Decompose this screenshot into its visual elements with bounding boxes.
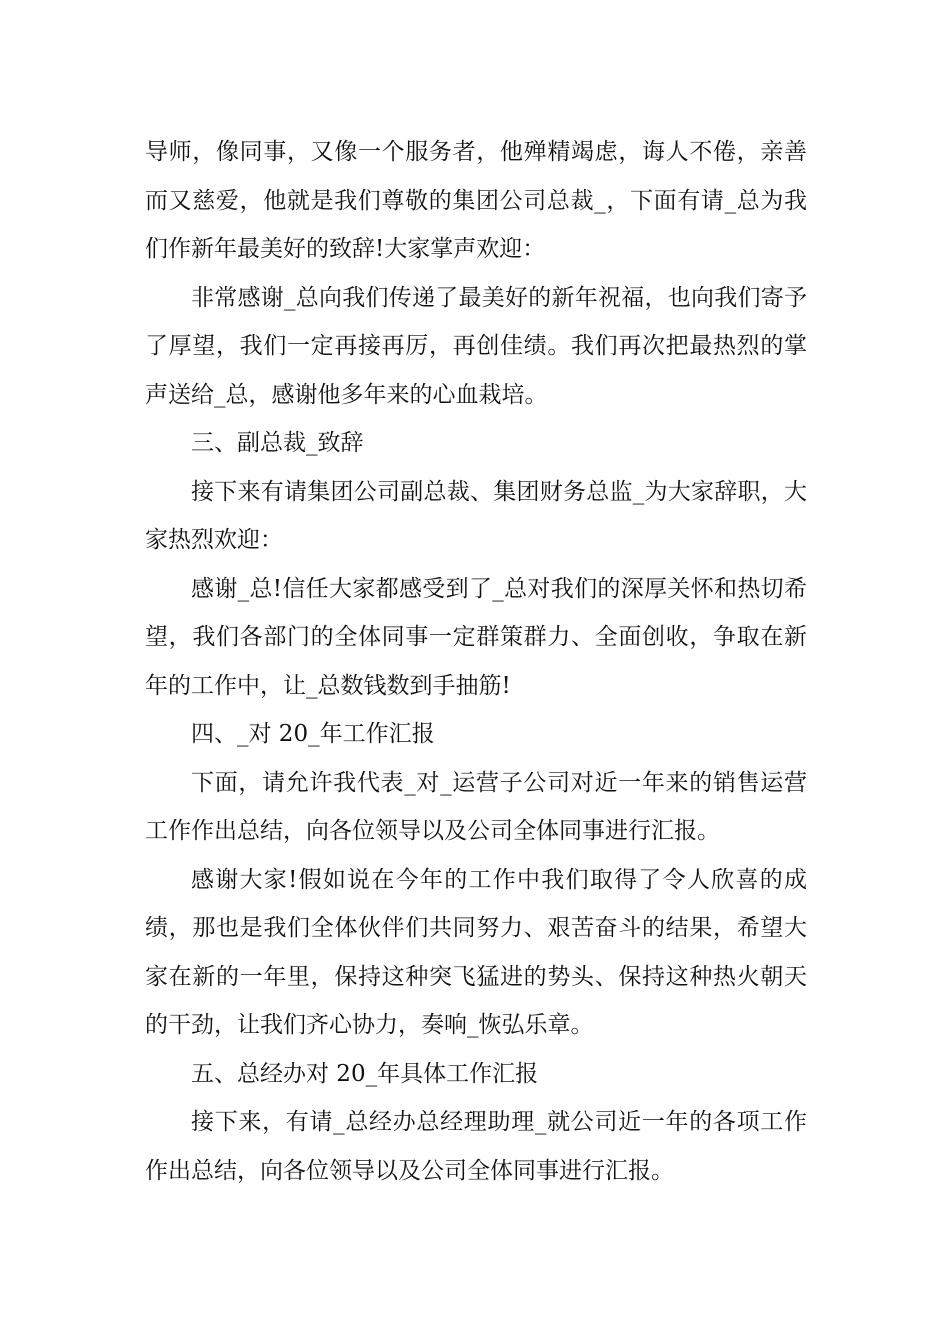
section-heading-3: 三、副总裁_致辞 (191, 430, 364, 456)
paragraph-8: 感谢大家!假如说在今年的工作中我们取得了令人欣喜的成绩，那也是我们全体伙伴们共同努力、艰苦奋斗的结果，希望大家在新的一年里，保持这种突飞猛进的势头、保持这种热火朝天的干劲，让我们齐心协力，奏响_恢弘乐章。 (145, 866, 807, 1038)
section-heading-5: 五、总经办对 20_年具体工作汇报 (191, 1060, 539, 1087)
paragraph-10: 接下来，有请_总经办总经理助理_就公司近一年的各项工作作出总结，向各位领导以及公司全体同事进行汇报。 (145, 1109, 807, 1184)
section-heading-4: 四、_对 20_年工作汇报 (191, 721, 435, 747)
document-body (145, 128, 807, 1195)
paragraph-1: 导师，像同事，又像一个服务者，他殚精竭虑，诲人不倦，亲善而又慈爱，他就是我们尊敬的集团公司总裁_，下面有请_总为我们作新年最美好的致辞!大家掌声欢迎： (145, 139, 807, 262)
paragraph-7: 下面，请允许我代表_对_运营子公司对近一年来的销售运营工作作出总结，向各位领导以及公司全体同事进行汇报。 (145, 769, 807, 844)
paragraph-2: 非常感谢_总向我们传递了最美好的新年祝福，也向我们寄予了厚望，我们一定再接再厉，再创佳绩。我们再次把最热烈的掌声送给_总，感谢他多年来的心血栽培。 (145, 284, 807, 408)
paragraph-4: 接下来有请集团公司副总裁、集团财务总监_为大家辞职，大家热烈欢迎： (145, 478, 807, 553)
paragraph-5: 感谢_总!信任大家都感受到了_总对我们的深厚关怀和热切希望，我们各部门的全体同事一定群策群力、全面创收，争取在新年的工作中，让_总数钱数到手抽筋! (145, 575, 807, 699)
